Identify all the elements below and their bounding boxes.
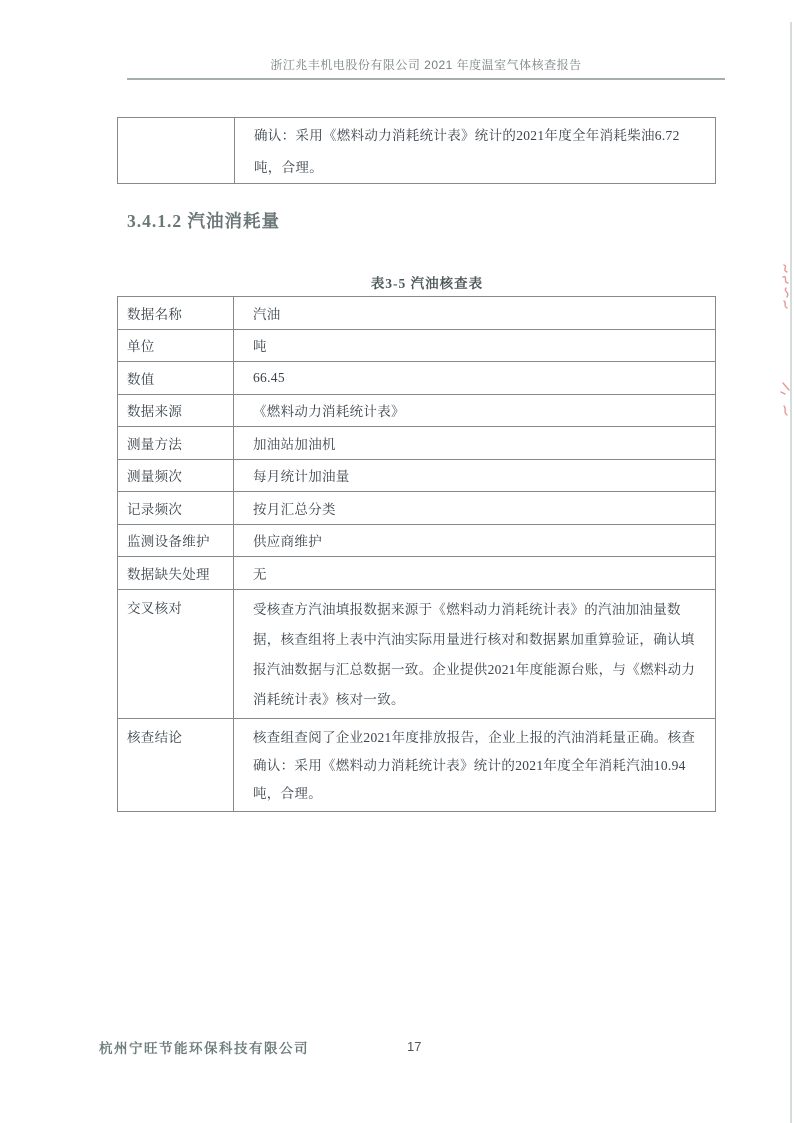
row-value: 汽油 — [253, 306, 281, 322]
row-value: 受核查方汽油填报数据来源于《燃料动力消耗统计表》的汽油加油量数据，核查组将上表中汽油实际用量进行核对和数据累加重算验证，确认填报汽油数据与汇总数据一致。企业提供2021年度能源台账，与《燃料动力消耗统计表》核对一致。 — [253, 601, 696, 707]
row-label: 数据缺失处理 — [118, 557, 234, 589]
table-row-data-name — [118, 297, 715, 329]
row-label: 监测设备维护 — [118, 525, 234, 557]
carryover-value-cell: 确认：采用《燃料动力消耗统计表》统计的2021年度全年消耗柴油6.72吨，合理。 — [254, 128, 680, 175]
row-label: 核查结论 — [118, 719, 234, 811]
header-rule — [127, 78, 725, 80]
row-label: 交叉核对 — [118, 590, 234, 718]
row-label: 数据名称 — [118, 297, 234, 329]
header-title: 浙江兆丰机电股份有限公司 2021 年度温室气体核查报告 — [270, 58, 582, 72]
row-value: 《燃料动力消耗统计表》 — [253, 404, 405, 420]
table-row-unit — [118, 329, 715, 362]
row-value: 66.45 — [253, 369, 285, 385]
table-row-measure-frequency — [118, 459, 715, 492]
table-row-cross-check — [118, 589, 715, 718]
row-label: 测量频次 — [118, 460, 234, 492]
gasoline-verification-table — [117, 296, 716, 812]
row-value: 每月统计加油量 — [253, 469, 350, 485]
row-value: 按月汇总分类 — [253, 501, 336, 517]
row-label: 数据来源 — [118, 395, 234, 427]
table-row-equipment-maintenance — [118, 524, 715, 557]
table-row-measure-method — [118, 426, 715, 459]
row-label: 记录频次 — [118, 492, 234, 524]
table-row-value — [118, 361, 715, 394]
carryover-label-cell — [118, 118, 235, 183]
row-value: 加油站加油机 — [253, 436, 336, 452]
footer-page-number: 17 — [407, 1039, 422, 1054]
section-heading: 3.4.1.2 汽油消耗量 — [127, 211, 280, 231]
row-label: 测量方法 — [118, 427, 234, 459]
handwritten-red-marks-icon — [775, 255, 794, 430]
table-row-conclusion — [118, 718, 715, 811]
footer-company: 杭州宁旺节能环保科技有限公司 — [99, 1041, 309, 1056]
row-value: 供应商维护 — [253, 534, 322, 550]
row-value: 无 — [253, 566, 267, 582]
scan-edge-line — [790, 22, 792, 1123]
row-value: 核查组查阅了企业2021年度排放报告，企业上报的汽油消耗量正确。核查确认：采用《燃料动力消耗统计表》统计的2021年度全年消耗汽油10.94吨，合理。 — [253, 729, 696, 801]
row-label: 数值 — [118, 362, 234, 394]
table-row-data-source — [118, 394, 715, 427]
row-label: 单位 — [118, 330, 234, 362]
table-row-missing-data — [118, 556, 715, 589]
row-value: 吨 — [253, 339, 267, 355]
carryover-table — [117, 117, 716, 184]
table-caption: 表3-5 汽油核查表 — [370, 276, 484, 291]
table-row-record-frequency — [118, 491, 715, 524]
